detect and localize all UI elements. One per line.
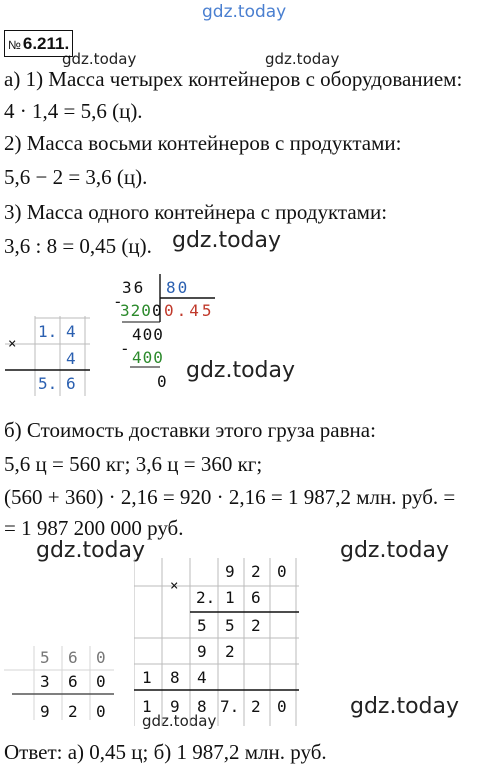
mult2-digit: 8 [170,668,180,687]
mult2-digit: 2 [251,616,261,635]
watermark: gdz.today [265,50,340,68]
mult2-digit: 1 [142,668,152,687]
division-minus-1: - [113,292,123,311]
mult2-digit: 2. [196,588,216,607]
addition-digit: 0 [96,702,106,721]
division-remainder-2: 0 [157,372,167,391]
watermark: gdz.today [172,228,282,253]
mult2-digit: 1 [142,697,152,716]
mult2-digit: 2 [225,642,235,661]
division-remainder-1: 400 [132,325,164,344]
solution-line-b-calc: (560 + 360) · 2,16 = 920 · 2,16 = 1 987,2 млн. руб. = [4,485,456,509]
mult2-sign: × [170,578,179,594]
addition-digit: 0 [96,648,106,667]
addition-digit: 9 [40,702,50,721]
addition-digit: 3 [40,672,50,691]
addition-digit: 0 [96,672,106,691]
division-step-2: 400 [132,348,164,367]
watermark: gdz.today [36,538,146,563]
division-minus-2: - [120,339,130,358]
mult1-digit: 5. [38,374,58,393]
watermark: gdz.today [186,358,296,383]
task-number [4,30,73,57]
solution-line-b-result: = 1 987 200 000 руб. [4,516,184,540]
solution-line-a1: а) 1) Масса четырех контейнеров с оборудованием: [4,67,463,91]
division-dividend: 36 [122,278,146,297]
watermark: gdz.today [340,538,450,563]
solution-line-a1-calc: 4 · 1,4 = 5,6 (ц). [4,99,143,123]
mult2-digit: 2 [251,697,261,716]
answer-line: Ответ: а) 0,45 ц; б) 1 987,2 млн. руб. [4,740,327,764]
mult1-digit: 4 [66,322,76,341]
solution-line-b: б) Стоимость доставки этого груза равна: [4,418,376,442]
mult2-digit: 4 [197,668,207,687]
solution-line-a3-calc: 3,6 : 8 = 0,45 (ц). [4,234,152,258]
addition-digit: 2 [68,702,78,721]
mult2-digit: 6 [251,588,261,607]
watermark-top: gdz.today [202,2,287,22]
division-step-1: 320 [120,301,152,320]
mult2-digit: 1 [225,588,235,607]
solution-line-a2-calc: 5,6 − 2 = 3,6 (ц). [4,165,148,189]
mult2-digit: 0 [277,697,287,716]
mult2-digit: 9 [225,562,235,581]
mult2-digit: 5 [197,616,207,635]
mult2-digit: 8 [197,697,207,716]
task-number-prefix: № [8,38,21,52]
mult1-sign: × [8,336,17,352]
mult1-digit: 1. [38,322,58,341]
task-number-value: 6.211. [22,34,70,53]
mult2-digit: 2 [251,562,261,581]
solution-line-a3: 3) Масса одного контейнера с продуктами: [4,200,388,224]
watermark: gdz.today [142,712,217,730]
watermark: gdz.today [62,50,137,68]
mult2-digit: 5 [225,616,235,635]
mult2-digit: 9 [170,697,180,716]
solution-line-a2: 2) Масса восьми контейнеров с продуктами: [4,131,402,155]
division-quotient: 0.45 [164,301,215,320]
mult1-digit: 4 [66,349,76,368]
mult2-digit: 0 [277,562,287,581]
watermark: gdz.today [350,694,460,719]
division-step-1-rest: 0 [152,301,162,320]
mult2-digit: 7. [220,697,240,716]
addition-digit: 6 [68,672,78,691]
addition-digit: 5 [40,648,50,667]
division-divisor: 80 [166,278,190,297]
mult1-digit: 6 [66,374,76,393]
addition-digit: 6 [68,648,78,667]
solution-line-b-conv: 5,6 ц = 560 кг; 3,6 ц = 360 кг; [4,452,263,476]
mult2-digit: 9 [197,642,207,661]
